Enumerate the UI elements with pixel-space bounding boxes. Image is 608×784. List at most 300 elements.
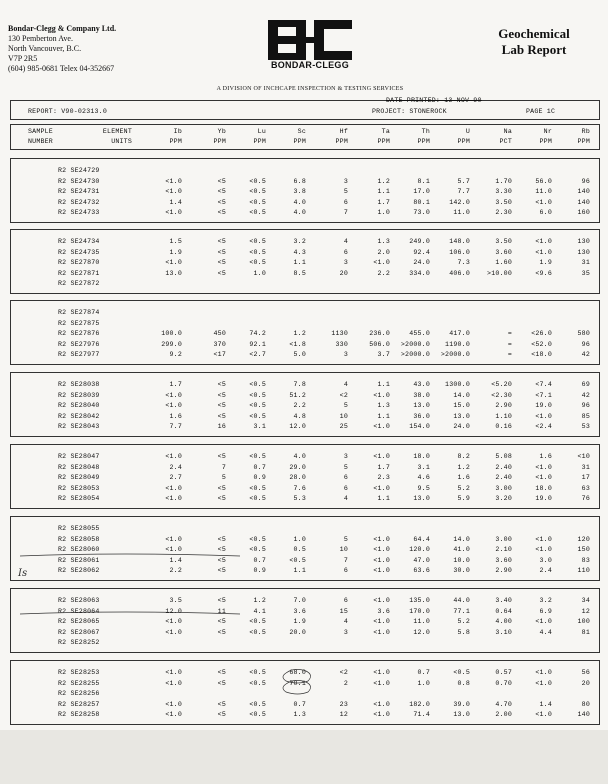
cell-value: <0.5 [249, 248, 266, 256]
cell-value: 41.0 [453, 546, 470, 554]
cell-value: 14.0 [453, 535, 470, 543]
cell-value: 3.2 [539, 597, 552, 604]
cell-value: 38.0 [413, 391, 430, 399]
column-unit: NUMBER [28, 138, 53, 145]
column-unit: PPM [293, 138, 306, 145]
cell-value: <0.5 [289, 556, 306, 564]
cell-value: <5 [217, 391, 226, 399]
cell-value: 1.7 [377, 198, 390, 206]
cell-value: = [507, 340, 512, 348]
cell-value: 56 [581, 669, 590, 676]
sample-number: R2 SE28054 [58, 495, 100, 503]
cell-value: 1190.0 [445, 340, 470, 348]
cell-value: <1.0 [165, 546, 182, 554]
cell-value: 140 [577, 711, 590, 719]
cell-value: 6.0 [539, 209, 552, 217]
cell-value: <18.0 [531, 351, 552, 359]
column-unit: PPM [253, 138, 266, 145]
cell-value: 455.0 [409, 330, 430, 338]
cell-value: 0.16 [495, 423, 512, 431]
cell-value: <1.0 [165, 484, 182, 492]
cell-value: 1.2 [293, 330, 306, 338]
cell-value: <5 [217, 248, 226, 256]
cell-value: 154.0 [409, 423, 430, 431]
cell-value: <5 [217, 269, 226, 277]
cell-value: 0.57 [495, 669, 512, 676]
cell-value: 140 [577, 198, 590, 206]
cell-value: 6 [343, 198, 348, 206]
column-unit: PPM [213, 138, 226, 145]
cell-value: 3.60 [495, 248, 512, 256]
cell-value: <1.0 [373, 535, 390, 543]
cell-value: 1.7 [377, 463, 390, 471]
cell-value: 1.7 [169, 381, 182, 388]
sample-number: R2 SE27875 [58, 319, 100, 327]
cell-value: <0.5 [249, 391, 266, 399]
cell-value: 2.40 [495, 463, 512, 471]
cell-value: 43.0 [413, 381, 430, 388]
cell-value: 334.0 [409, 269, 430, 277]
cell-value: 7.7 [457, 188, 470, 196]
cell-value: 120.0 [409, 546, 430, 554]
cell-value: 4.8 [293, 412, 306, 420]
sample-number: R2 SE28063 [58, 597, 100, 604]
cell-value: 7.7 [169, 423, 182, 431]
cell-value: 417.0 [449, 330, 470, 338]
cell-value: 19.0 [535, 402, 552, 410]
cell-value: 130 [577, 238, 590, 245]
cell-value: 25 [339, 423, 348, 431]
sample-number: R2 SE28049 [58, 474, 100, 482]
cell-value: 450 [213, 330, 226, 338]
column-header: Sc [297, 128, 306, 135]
cell-value: <5 [217, 188, 226, 196]
cell-value: <0.5 [249, 402, 266, 410]
cell-value: <5 [217, 259, 226, 267]
cell-value: <1.8 [289, 340, 306, 348]
cell-value: 69 [581, 381, 590, 388]
cell-value: 4.70 [495, 700, 512, 708]
cell-value: 170.0 [409, 607, 430, 615]
cell-value: 64.4 [413, 535, 430, 543]
cell-value: 370 [213, 340, 226, 348]
cell-value: 182.0 [409, 700, 430, 708]
sample-number: R2 SE28067 [58, 628, 100, 636]
cell-value: <1.0 [373, 391, 390, 399]
cell-value: 1.60 [495, 259, 512, 267]
cell-value: 39.0 [453, 700, 470, 708]
sample-number: R2 SE24735 [58, 248, 100, 256]
cell-value: 18.0 [413, 453, 430, 460]
cell-value: 5.0 [293, 351, 306, 359]
sample-number: R2 SE28040 [58, 402, 100, 410]
sample-number: R2 SE28058 [58, 535, 100, 543]
column-header: SAMPLE [28, 128, 53, 135]
cell-value: 7.8 [293, 381, 306, 388]
cell-value: <1.0 [165, 535, 182, 543]
cell-value: 2.00 [495, 711, 512, 719]
cell-value: 96 [581, 177, 590, 185]
column-header: Rb [581, 128, 590, 135]
cell-value: 3.0 [539, 556, 552, 564]
cell-value: 6.9 [539, 607, 552, 615]
column-unit: PPM [539, 138, 552, 145]
cell-value: <1.0 [165, 402, 182, 410]
cell-value: 1.0 [417, 679, 430, 687]
logo-wordmark: BONDAR-CLEGG [270, 60, 350, 70]
cell-value: 5.8 [457, 628, 470, 636]
cell-value: 1.2 [253, 597, 266, 604]
cell-value: 17 [581, 474, 590, 482]
cell-value: 1300.0 [445, 381, 470, 388]
cell-value: 12.0 [413, 628, 430, 636]
cell-value: 18.0 [535, 484, 552, 492]
cell-value: 0.8 [457, 679, 470, 687]
cell-value: 71.4 [413, 711, 430, 719]
cell-value: <26.0 [531, 330, 552, 338]
cell-value: 3.30 [495, 188, 512, 196]
cell-value: 2.10 [495, 546, 512, 554]
sample-number: R2 SE28047 [58, 453, 100, 460]
cell-value: 92.4 [413, 248, 430, 256]
cell-value: <0.5 [249, 495, 266, 503]
cell-value: 5 [343, 535, 348, 543]
cell-value: <1.0 [165, 700, 182, 708]
cell-value: 11.0 [413, 618, 430, 626]
cell-value: <1.0 [373, 669, 390, 676]
cell-value: 12.0 [165, 607, 182, 615]
sample-number: R2 SE27872 [58, 280, 100, 288]
cell-value: 140 [577, 188, 590, 196]
column-header: Ta [381, 128, 390, 135]
sample-number: R2 SE28039 [58, 391, 100, 399]
cell-value: <1.0 [165, 679, 182, 687]
cell-value: <1.0 [165, 495, 182, 503]
cell-value: 6 [343, 474, 348, 482]
cell-value: <1.0 [165, 628, 182, 636]
cell-value: 70.1 [289, 679, 306, 687]
cell-value: 11 [217, 607, 226, 615]
cell-value: <1.0 [165, 209, 182, 217]
cell-value: <2 [339, 669, 348, 676]
cell-value: 6 [343, 484, 348, 492]
cell-value: 0.9 [253, 567, 266, 575]
company-name: Bondar-Clegg & Company Ltd. [8, 24, 117, 33]
cell-value: <1.0 [373, 628, 390, 636]
cell-value: 5 [343, 402, 348, 410]
cell-value: 1.1 [377, 188, 390, 196]
sample-number: R2 SE28257 [58, 700, 100, 708]
date-printed: DATE PRINTED: 13-NOV-90 [386, 97, 482, 104]
column-unit: PPM [169, 138, 182, 145]
cell-value: 1.6 [457, 474, 470, 482]
cell-value: <0.5 [249, 177, 266, 185]
cell-value: 3 [343, 259, 348, 267]
cell-value: 12 [581, 607, 590, 615]
cell-value: 110 [577, 567, 590, 575]
cell-value: 7.0 [293, 597, 306, 604]
cell-value: 4.00 [495, 618, 512, 626]
cell-value: <5 [217, 711, 226, 719]
cell-value: 1130 [331, 330, 348, 338]
cell-value: 1.3 [377, 402, 390, 410]
column-header-box [10, 124, 600, 150]
cell-value: 236.0 [369, 330, 390, 338]
cell-value: <1.0 [373, 618, 390, 626]
cell-value: <5 [217, 209, 226, 217]
cell-value: <5 [217, 700, 226, 708]
sample-number: R2 SE24734 [58, 238, 100, 245]
phone-telex: (604) 985-0681 Telex 04-352667 [8, 64, 115, 73]
cell-value: 68.0 [289, 669, 306, 676]
cell-value: <0.5 [249, 535, 266, 543]
cell-value: 3.50 [495, 238, 512, 245]
cell-value: 77.1 [453, 607, 470, 615]
sample-number: R2 SE27870 [58, 259, 100, 267]
cell-value: 17.0 [413, 188, 430, 196]
cell-value: <5 [217, 618, 226, 626]
cell-value: 150 [577, 546, 590, 554]
cell-value: 3.6 [293, 607, 306, 615]
cell-value: 1.1 [293, 259, 306, 267]
cell-value: 13.0 [453, 412, 470, 420]
cell-value: 7 [343, 556, 348, 564]
cell-value: 36.0 [413, 412, 430, 420]
cell-value: <0.5 [249, 700, 266, 708]
cell-value: 406.0 [449, 269, 470, 277]
cell-value: <5 [217, 238, 226, 245]
cell-value: <0.5 [249, 188, 266, 196]
cell-value: <1.0 [165, 259, 182, 267]
cell-value: 24.0 [413, 259, 430, 267]
cell-value: 1.4 [169, 198, 182, 206]
cell-value: 6 [343, 567, 348, 575]
cell-value: >10.00 [487, 269, 512, 277]
column-header: Nr [543, 128, 552, 135]
cell-value: <5 [217, 412, 226, 420]
cell-value: 20 [581, 679, 590, 687]
cell-value: <7.1 [535, 391, 552, 399]
cell-value: 51.2 [289, 391, 306, 399]
sample-number: R2 SE28043 [58, 423, 100, 431]
sample-number: R2 SE28062 [58, 567, 100, 575]
cell-value: 4.1 [253, 607, 266, 615]
cell-value: 5.7 [457, 177, 470, 185]
cell-value: <1.0 [373, 567, 390, 575]
division-line: A DIVISION OF INCHCAPE INSPECTION & TESTING SERVICES [216, 86, 404, 92]
cell-value: 35 [581, 269, 590, 277]
cell-value: 0.64 [495, 607, 512, 615]
cell-value: <5 [217, 669, 226, 676]
cell-value: 5 [343, 188, 348, 196]
cell-value: <1.0 [535, 238, 552, 245]
column-unit: PPM [377, 138, 390, 145]
title-line-2: Lab Report [501, 42, 567, 57]
cell-value: <0.5 [249, 412, 266, 420]
cell-value: 81 [581, 628, 590, 636]
cell-value: 4.0 [293, 209, 306, 217]
cell-value: <0.5 [249, 259, 266, 267]
cell-value: 0.7 [253, 556, 266, 564]
cell-value: <5 [217, 567, 226, 575]
cell-value: 6.8 [293, 177, 306, 185]
cell-value: 5 [343, 463, 348, 471]
cell-value: 1.0 [253, 269, 266, 277]
cell-value: 2.7 [169, 474, 182, 482]
cell-value: <2.4 [535, 423, 552, 431]
sample-number: R2 SE24730 [58, 177, 100, 185]
cell-value: <1.0 [373, 484, 390, 492]
cell-value: 3.1 [417, 463, 430, 471]
cell-value: <5 [217, 556, 226, 564]
cell-value: <1.0 [373, 259, 390, 267]
cell-value: <1.0 [165, 711, 182, 719]
sample-number: R2 SE28064 [58, 607, 100, 615]
cell-value: 1.9 [293, 618, 306, 626]
cell-value: <0.5 [249, 381, 266, 388]
sample-number: R2 SE28042 [58, 412, 100, 420]
cell-value: 74.2 [249, 330, 266, 338]
cell-value: <5 [217, 453, 226, 460]
cell-value: 106.0 [449, 248, 470, 256]
address-line-1: 130 Pemberton Ave. [8, 34, 73, 43]
sample-number: R2 SE27876 [58, 330, 100, 338]
cell-value: <5 [217, 535, 226, 543]
cell-value: 135.0 [409, 597, 430, 604]
sample-number: R2 SE28253 [58, 669, 100, 676]
cell-value: 13.0 [413, 402, 430, 410]
cell-value: 3 [343, 453, 348, 460]
cell-value: 3.10 [495, 628, 512, 636]
cell-value: <0.5 [249, 484, 266, 492]
cell-value: <1.0 [535, 198, 552, 206]
sample-number: R2 SE28065 [58, 618, 100, 626]
sample-number: R2 SE24732 [58, 198, 100, 206]
cell-value: <0.5 [249, 198, 266, 206]
cell-value: <1.0 [535, 679, 552, 687]
cell-value: 34 [581, 597, 590, 604]
cell-value: 7.6 [293, 484, 306, 492]
cell-value: 1.0 [293, 535, 306, 543]
cell-value: <17 [213, 351, 226, 359]
cell-value: <1.0 [165, 177, 182, 185]
column-unit: PPM [417, 138, 430, 145]
cell-value: 1.2 [457, 463, 470, 471]
cell-value: 1.70 [495, 177, 512, 185]
cell-value: 2 [343, 679, 348, 687]
cell-value: 96 [581, 402, 590, 410]
cell-value: <52.0 [531, 340, 552, 348]
cell-value: 10 [339, 412, 348, 420]
cell-value: 0.9 [253, 474, 266, 482]
cell-value: 12.0 [289, 423, 306, 431]
cell-value: <2.30 [491, 391, 512, 399]
cell-value: <1.0 [535, 618, 552, 626]
cell-value: 76 [581, 495, 590, 503]
cell-value: 1.1 [377, 412, 390, 420]
cell-value: 14.0 [453, 391, 470, 399]
cell-value: <2 [339, 391, 348, 399]
cell-value: 31 [581, 463, 590, 471]
cell-value: <0.5 [453, 669, 470, 676]
cell-value: 3.00 [495, 535, 512, 543]
cell-value: 73.0 [413, 209, 430, 217]
cell-value: 1.5 [169, 238, 182, 245]
cell-value: >2000.0 [400, 351, 430, 359]
cell-value: <10 [577, 453, 590, 460]
cell-value: 3 [343, 628, 348, 636]
column-unit: PPM [457, 138, 470, 145]
cell-value: <0.5 [249, 679, 266, 687]
report-number: REPORT: V90-02313.0 [28, 108, 107, 115]
cell-value: <5.20 [491, 381, 512, 388]
cell-value: 1.1 [377, 381, 390, 388]
cell-value: <0.5 [249, 628, 266, 636]
cell-value: <0.5 [249, 209, 266, 217]
address-line-2: North Vancouver, B.C. [8, 44, 82, 53]
column-header: Th [421, 128, 430, 135]
cell-value: 2.40 [495, 474, 512, 482]
cell-value: 30.0 [453, 567, 470, 575]
cell-value: <1.0 [535, 412, 552, 420]
cell-value: 23 [339, 700, 348, 708]
cell-value: 42 [581, 391, 590, 399]
cell-value: 80.1 [413, 198, 430, 206]
cell-value: 1.9 [169, 248, 182, 256]
sample-number: R2 SE28258 [58, 711, 100, 719]
cell-value: 7 [343, 209, 348, 217]
sample-number: R2 SE27976 [58, 340, 100, 348]
cell-value: <5 [217, 381, 226, 388]
cell-value: 5 [221, 474, 226, 482]
cell-value: 3.6 [377, 607, 390, 615]
cell-value: <1.0 [373, 546, 390, 554]
cell-value: 3.2 [293, 238, 306, 245]
cell-value: <5 [217, 198, 226, 206]
cell-value: <5 [217, 628, 226, 636]
cell-value: 16 [217, 423, 226, 431]
cell-value: 130 [577, 248, 590, 256]
cell-value: 4.0 [293, 198, 306, 206]
cell-value: <0.5 [249, 453, 266, 460]
sample-number: R2 SE28055 [58, 525, 100, 532]
cell-value: 3.20 [495, 495, 512, 503]
column-unit: UNITS [111, 138, 132, 145]
cell-value: 15.0 [453, 402, 470, 410]
cell-value: 6 [343, 248, 348, 256]
cell-value: <2.7 [249, 351, 266, 359]
cell-value: 8.2 [457, 453, 470, 460]
cell-value: <1.0 [165, 188, 182, 196]
cell-value: 1.3 [377, 238, 390, 245]
cell-value: 3.7 [377, 351, 390, 359]
sample-number: R2 SE28048 [58, 463, 100, 471]
cell-value: 2.2 [169, 567, 182, 575]
cell-value: 4 [343, 495, 348, 503]
cell-value: 56.0 [535, 177, 552, 185]
cell-value: 330 [335, 340, 348, 348]
cell-value: 63 [581, 484, 590, 492]
cell-value: 3.40 [495, 597, 512, 604]
cell-value: 3.8 [293, 188, 306, 196]
cell-value: 249.0 [409, 238, 430, 245]
cell-value: 80 [581, 700, 590, 708]
cell-value: 13.0 [453, 711, 470, 719]
cell-value: 63.6 [413, 567, 430, 575]
cell-value: 11.0 [535, 188, 552, 196]
cell-value: 1.1 [293, 567, 306, 575]
cell-value: <0.5 [249, 711, 266, 719]
